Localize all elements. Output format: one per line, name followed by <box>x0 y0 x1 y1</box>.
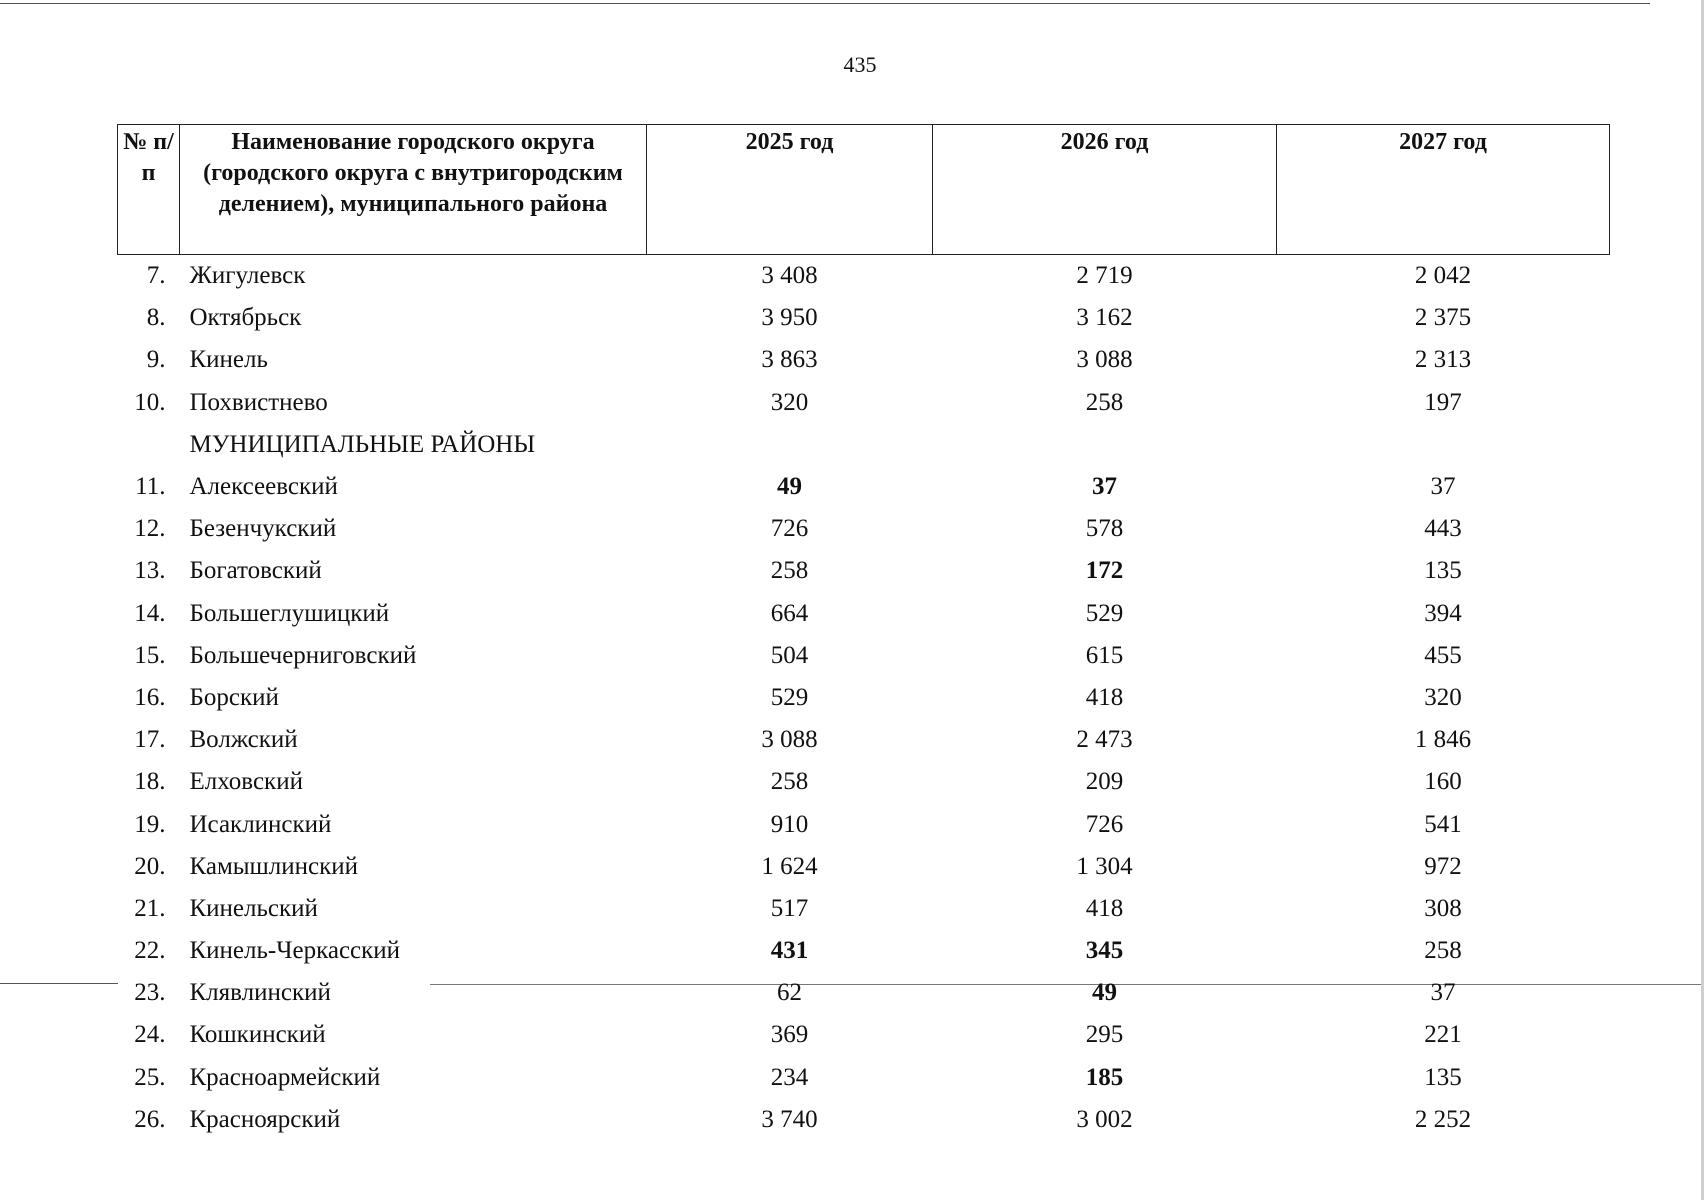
value-2026: 345 <box>1085 937 1124 965</box>
table-row <box>118 1099 1610 1141</box>
table-row <box>118 382 1610 424</box>
value-2026: 3 088 <box>1076 346 1133 374</box>
value-2025: 3 408 <box>761 262 818 290</box>
value-2026: 3 002 <box>1076 1105 1133 1133</box>
table-row <box>118 255 1610 298</box>
row-number: 26. <box>134 1105 166 1133</box>
value-2027: 135 <box>1424 557 1462 585</box>
table-row <box>118 719 1610 761</box>
data-table <box>117 124 1610 1141</box>
scan-border-top <box>0 3 1650 4</box>
table-row <box>118 677 1610 719</box>
row-name: Кинель <box>189 346 268 374</box>
header-2025: 2025 год <box>647 125 933 255</box>
value-2026: 578 <box>1085 515 1124 543</box>
row-name: Большечерниговский <box>189 641 417 669</box>
section-row <box>118 424 1610 466</box>
value-2026: 726 <box>1085 810 1124 838</box>
table-row <box>118 297 1610 339</box>
row-number: 23. <box>134 979 166 1007</box>
row-name: Кинельский <box>189 894 318 922</box>
row-number: 8. <box>146 304 166 332</box>
value-2027: 135 <box>1424 1063 1462 1091</box>
value-2027: 160 <box>1424 768 1462 796</box>
row-number: 22. <box>134 937 166 965</box>
row-name: Клявлинский <box>189 979 331 1007</box>
row-name: Кинель-Черкасский <box>189 937 401 965</box>
value-2027: 541 <box>1424 810 1462 838</box>
table-row <box>118 508 1610 550</box>
table-row <box>118 1014 1610 1056</box>
value-2026: 2 473 <box>1076 726 1133 754</box>
table-row <box>118 888 1610 930</box>
value-2025: 3 950 <box>761 304 818 332</box>
value-2027: 320 <box>1424 683 1462 711</box>
row-name: Большеглушицкий <box>189 599 390 627</box>
value-2027: 1 846 <box>1414 726 1472 754</box>
table-row <box>118 761 1610 803</box>
value-2025: 726 <box>770 515 809 543</box>
table-row <box>118 550 1610 592</box>
table-row <box>118 803 1610 845</box>
row-name: Елховский <box>189 768 303 796</box>
value-2025: 504 <box>770 641 809 669</box>
value-2027: 394 <box>1424 599 1462 627</box>
value-2025: 258 <box>770 768 809 796</box>
value-2027: 972 <box>1424 852 1462 880</box>
value-2026: 209 <box>1085 768 1124 796</box>
row-number: 12. <box>134 515 166 543</box>
value-2026: 529 <box>1085 599 1124 627</box>
row-number: 21. <box>134 894 166 922</box>
row-number: 14. <box>134 599 166 627</box>
row-name: Кошкинский <box>189 1021 326 1049</box>
value-2025: 320 <box>770 388 809 416</box>
value-2027: 2 313 <box>1414 346 1472 374</box>
row-name: Жигулевск <box>189 262 306 290</box>
value-2027: 37 <box>1430 473 1456 501</box>
table-row <box>118 1057 1610 1099</box>
value-2026: 418 <box>1085 894 1124 922</box>
row-number: 11. <box>135 473 166 501</box>
value-2026: 49 <box>1092 979 1117 1007</box>
value-2025: 369 <box>770 1021 809 1049</box>
row-name: Борский <box>189 683 279 711</box>
header-name: Наименование городского округа (городского округа с внутригородским делением), муниципального района <box>180 125 647 255</box>
row-name: Красноярский <box>189 1105 341 1133</box>
row-name: Камышлинский <box>189 852 359 880</box>
value-2025: 62 <box>777 979 802 1007</box>
table-row <box>118 635 1610 677</box>
value-2025: 3 740 <box>761 1105 818 1133</box>
value-2026: 37 <box>1092 473 1117 501</box>
value-2025: 258 <box>770 557 809 585</box>
value-2025: 910 <box>770 810 809 838</box>
value-2027: 455 <box>1424 641 1462 669</box>
table-row <box>118 339 1610 381</box>
table-row <box>118 972 1610 1014</box>
row-name: Волжский <box>189 726 298 754</box>
section-title: МУНИЦИПАЛЬНЫЕ РАЙОНЫ <box>189 430 536 458</box>
row-name: Красноармейский <box>189 1063 381 1091</box>
row-name: Богатовский <box>189 557 322 585</box>
row-name: Октябрьск <box>189 304 302 332</box>
row-number: 10. <box>134 388 166 416</box>
value-2026: 295 <box>1085 1021 1124 1049</box>
row-number: 18. <box>134 768 166 796</box>
header-num: № п/п <box>118 125 180 255</box>
value-2027: 2 252 <box>1414 1105 1472 1133</box>
value-2026: 185 <box>1085 1063 1124 1091</box>
value-2027: 308 <box>1424 894 1462 922</box>
value-2025: 234 <box>770 1063 809 1091</box>
value-2027: 221 <box>1424 1021 1462 1049</box>
value-2025: 3 088 <box>761 726 818 754</box>
value-2025: 529 <box>770 683 809 711</box>
value-2026: 615 <box>1085 641 1124 669</box>
header-2026: 2026 год <box>933 125 1277 255</box>
row-name: Похвистнево <box>189 388 328 416</box>
value-2026: 3 162 <box>1076 304 1133 332</box>
value-2026: 2 719 <box>1076 262 1133 290</box>
row-number: 16. <box>134 683 166 711</box>
header-row <box>118 125 1610 255</box>
row-number: 9. <box>146 346 166 374</box>
row-number: 15. <box>134 641 166 669</box>
value-2025: 431 <box>770 937 809 965</box>
table-row <box>118 593 1610 635</box>
row-number: 13. <box>134 557 166 585</box>
row-number: 24. <box>134 1021 166 1049</box>
table-row <box>118 466 1610 508</box>
scan-line-left <box>0 983 118 984</box>
value-2025: 49 <box>777 473 802 501</box>
row-number: 20. <box>134 852 166 880</box>
row-name: Исаклинский <box>189 810 332 838</box>
value-2027: 37 <box>1430 979 1456 1007</box>
table-row <box>118 846 1610 888</box>
value-2027: 2 042 <box>1414 262 1472 290</box>
value-2027: 2 375 <box>1414 304 1472 332</box>
header-2027: 2027 год <box>1277 125 1610 255</box>
value-2027: 197 <box>1424 388 1462 416</box>
value-2026: 1 304 <box>1076 852 1133 880</box>
value-2026: 172 <box>1085 557 1124 585</box>
row-name: Безенчукский <box>189 515 337 543</box>
row-number: 25. <box>134 1063 166 1091</box>
value-2025: 3 863 <box>761 346 818 374</box>
value-2026: 418 <box>1085 683 1124 711</box>
value-2027: 258 <box>1424 937 1462 965</box>
row-number: 19. <box>134 810 166 838</box>
value-2025: 517 <box>770 894 809 922</box>
value-2027: 443 <box>1424 515 1462 543</box>
row-number: 17. <box>134 726 166 754</box>
row-number: 7. <box>146 262 166 290</box>
table-row <box>118 930 1610 972</box>
row-name: Алексеевский <box>189 473 338 501</box>
value-2025: 1 624 <box>761 852 818 880</box>
value-2025: 664 <box>770 599 809 627</box>
page-number: 435 <box>843 52 877 77</box>
value-2026: 258 <box>1085 388 1124 416</box>
